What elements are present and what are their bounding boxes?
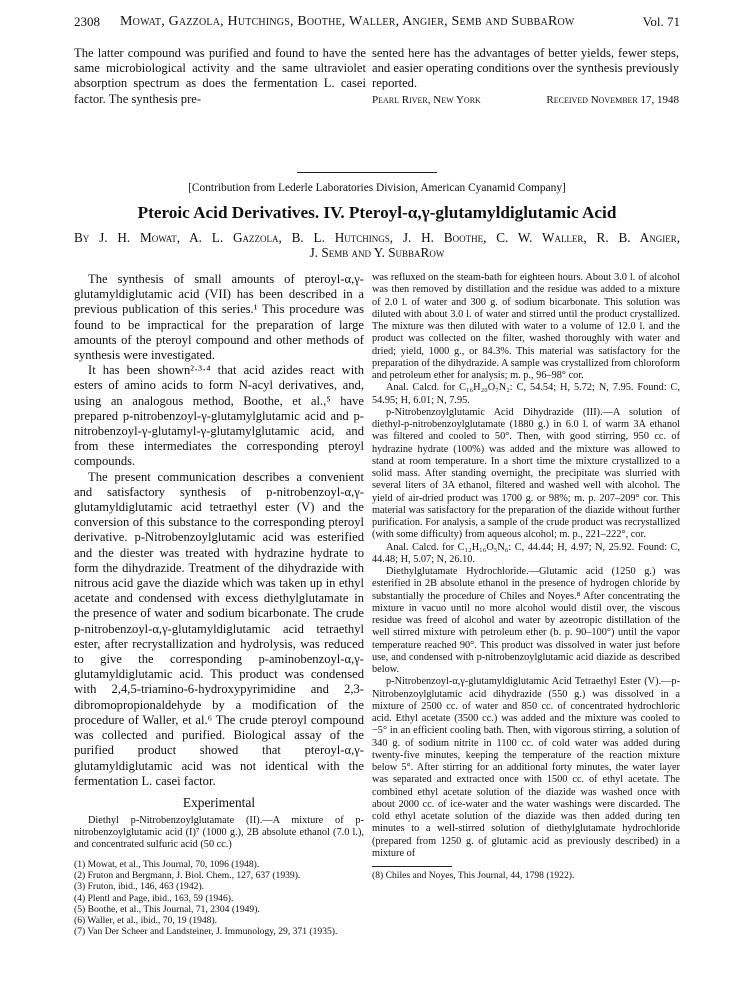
left-footnotes <box>74 859 364 938</box>
procedure-diethylglutamate: Diethylglutamate Hydrochloride.—Glutamic acid (1250 g.) was esterified in 2B absolute ethanol in the presence of hydrogen chloride by substantially the procedure of Chiles and Noyes.⁸ After concentrating the mixture in vacuo until no more alcohol would distil over, the viscous residue was freed of alcohol and water by azeotropic distillation of the well stirred mixture with petroleum ether (b. p. 90–100°) until the vapor temperature reached 90°. This product was dissolved in water just before use, and condensed with p-nitrobenzoylglutamic acid diazide as described below. <box>372 566 680 675</box>
footnote-5: (5) Boothe, et al., This Journal, 71, 2304 (1949). <box>74 903 260 915</box>
top-right-text: sented here has the advantages of better yields, fewer steps, and easier operating conditions over the synthesis previously reported. Pearl River, New York Received November 17, 1948 <box>372 46 679 106</box>
footnote-7: (7) Van Der Scheer and Landsteiner, J. Immunology, 29, 371 (1935). <box>74 926 338 938</box>
affiliation: Pearl River, New York <box>372 93 481 106</box>
footnote-3: (3) Fruton, ibid., 146, 463 (1942). <box>74 881 205 893</box>
procedure-tetraethyl-ester: p-Nitrobenzoyl-α,γ-glutamyldiglutamic Acid Tetraethyl Ester (V).—p-Nitrobenzoylglutamic acid dihydrazide (550 g.) was dissolved in a mixture of 2500 cc. of water and 850 cc. of concentrated hydrochloric acid. Ethyl acetate (3500 cc.) was added and the mixture was cooled to −5° in an efficient cooling bath. Then, with vigorous stirring, a solution of 340 g. of sodium nitrite in 1100 cc. of cold water was added during twenty-five minutes, keeping the temperature of the reaction mixture below 5°. After stirring for an additional forty minutes, the water layer was separated and extracted once with 1500 cc. of ethyl acetate. The combined ethyl acetate solution of the diazide was washed once with about 2000 cc. of ice-water and the water washings were discarded. The cold ethyl acetate solution of the diazide was then added during ten minutes to a well-stirred solution of diethylglutamate hydrochloride (prepared from 1250 g. of glutamic acid as previously described) in a mixture of <box>372 676 680 859</box>
received-date: Received November 17, 1948 <box>546 93 679 106</box>
page-number: 2308 <box>74 14 100 29</box>
running-head-authors: Mowat, Gazzola, Hutchings, Boothe, Waller, Angier, Semb and SubbaRow <box>120 14 575 29</box>
footnote-4: (4) Plentl and Page, ibid., 163, 59 (1946). <box>74 892 234 904</box>
experimental-paragraph: Diethyl p-Nitrobenzoylglutamate (II).—A mixture of p-nitrobenzoylglutamic acid (I)⁷ (1000 g.), 2B absolute ethanol (7.0 l.), and concentrated sulfuric acid (50 cc.) <box>74 814 364 851</box>
volume-number: Vol. 71 <box>642 14 680 29</box>
received-line <box>372 94 679 108</box>
byline-line-1: By J. H. Mowat, A. L. Gazzola, B. L. Hutchings, J. H. Boothe, C. W. Waller, R. B. Angier, <box>74 230 680 245</box>
procedure-paragraph-1: was refluxed on the steam-bath for eighteen hours. About 3.0 l. of alcohol was then removed by distillation and the residue was added to a mixture of 2.0 l. of water and 300 g. of sodium bicarbonate. This solution was diluted with about 3.0 l. of water and stirred until the product crystallized. The mixture was then diluted with water to a volume of 12.0 l. and the product was collected on the filter, washed thoroughly with water and dried; yield, 1000 g., or 84.3%. This material was satisfactory for the preparation of the dihydrazide. A sample was crystallized from chloroform and petroleum ether for analysis; m. p., 96–98° cor. <box>372 272 680 381</box>
footnote-1: (1) Mowat, et al., This Journal, 70, 1096 (1948). <box>74 858 260 870</box>
right-column <box>372 272 680 881</box>
intro-paragraph-1: The synthesis of small amounts of pteroyl-α,γ-glutamyldiglutamic acid (VII) has been described in a previous publication of this series.¹ This procedure was found to be impractical for the preparation of large amounts of the pteroyl compound and other methods of synthesis were investigated. <box>74 272 364 363</box>
intro-paragraph-2: It has been shown²·³·⁴ that acid azides react with esters of amino acids to form N-acyl derivatives, and, using an analogous method, Boothe, et al.,⁵ have prepared p-nitrobenzoyl-γ-glutamylglutamic acid and p-nitrobenzoyl-γ-glutamyl-γ-glutamylglutamic acid, and from these intermediates the corresponding pteroyl compounds. <box>74 363 364 469</box>
footnote-8: (8) Chiles and Noyes, This Journal, 44, 1798 (1922). <box>372 870 575 881</box>
left-column <box>74 272 364 938</box>
running-head <box>74 14 680 32</box>
contribution-line: [Contribution from Lederle Laboratories Division, American Cyanamid Company] <box>188 182 566 194</box>
top-left-text: The latter compound was purified and found to have the same microbiological activity and the same ultraviolet absorption spectrum as does the fermentation L. casei factor. The synthesis pre- <box>74 46 366 106</box>
intro-paragraph-3: The present communication describes a convenient and satisfactory synthesis of p-nitrobenzoyl-α,γ-glutamyldiglutamic acid tetraethyl ester (V) and the conversion of this substance to the corresponding pteroyl derivative. p-Nitrobenzoylglutamic acid was esterified and the diester was treated with hydrazine hydrate to form the dihydrazide. Treatment of the dihydrazide with nitrous acid gave the diazide which was taken up in ethyl acetate and condensed with excess diethylglutamate in the presence of water and sodium bicarbonate. The crude p-nitrobenzoyl-α,γ-glutamyldiglutamic acid tetraethyl ester, after recrystallization and hydrolysis, was reduced to give the corresponding p-aminobenzoyl-α,γ-glutamyldiglutamic acid. This product was condensed with 2,4,5-triamino-6-hydroxypyrimidine and 2,3-dibromopropionaldehyde by a modification of the procedure of Waller, et al.⁶ The crude pteroyl compound was collected and purified. Biological assay of the purified product showed that pteroyl-α,γ-glutamyldiglutamic acid was not identical with the fermentation L. casei factor. <box>74 469 364 788</box>
section-divider <box>297 172 437 173</box>
byline-line-2: J. Semb and Y. SubbaRow <box>309 245 445 260</box>
footnote-6: (6) Waller, et al., ibid., 70, 19 (1948). <box>74 915 218 927</box>
footnote-rule <box>372 866 452 867</box>
footnote-2: (2) Fruton and Bergmann, J. Biol. Chem., 127, 637 (1939). <box>74 869 301 881</box>
analysis-1: Anal. Calcd. for C₁₆H₂₀O₇N₂: C, 54.54; H, 5.72; N, 7.95. Found: C, 54.95; H, 6.01; N, 7.95. <box>372 382 680 406</box>
analysis-2: Anal. Calcd. for C₁₂H₁₆O₅N₆: C, 44.44; H, 4.97; N, 25.92. Found: C, 44.48; H, 5.07; N, 26.10. <box>372 541 680 565</box>
article-title: Pteroic Acid Derivatives. IV. Pteroyl-α,γ-glutamyldiglutamic Acid <box>137 203 617 222</box>
experimental-heading: Experimental <box>182 794 256 810</box>
procedure-dihydrazide: p-Nitrobenzoylglutamic Acid Dihydrazide (III).—A solution of diethyl-p-nitrobenzoylglutamate (1880 g.) in 6.0 l. of warm 3A ethanol was filtered and cooled to 50°. Then, with good stirring, 950 cc. of hydrazine hydrate (100%) was added and the mixture was allowed to stand at room temperature. In a short time the mixture crystallized to a solid mass. After standing overnight, the precipitate was slurried with several liters of 3A ethanol, filtered and washed well with alcohol. The yield of air-dried product was 1700 g. or 98%; m. p. 207–209° cor. This material was satisfactory for the preparation of the diazide without further purification. For analysis, a sample of the crude product was recrystallized (with some difficulty) from aqueous alcohol; m. p., 221–222°, cor. <box>372 406 680 541</box>
